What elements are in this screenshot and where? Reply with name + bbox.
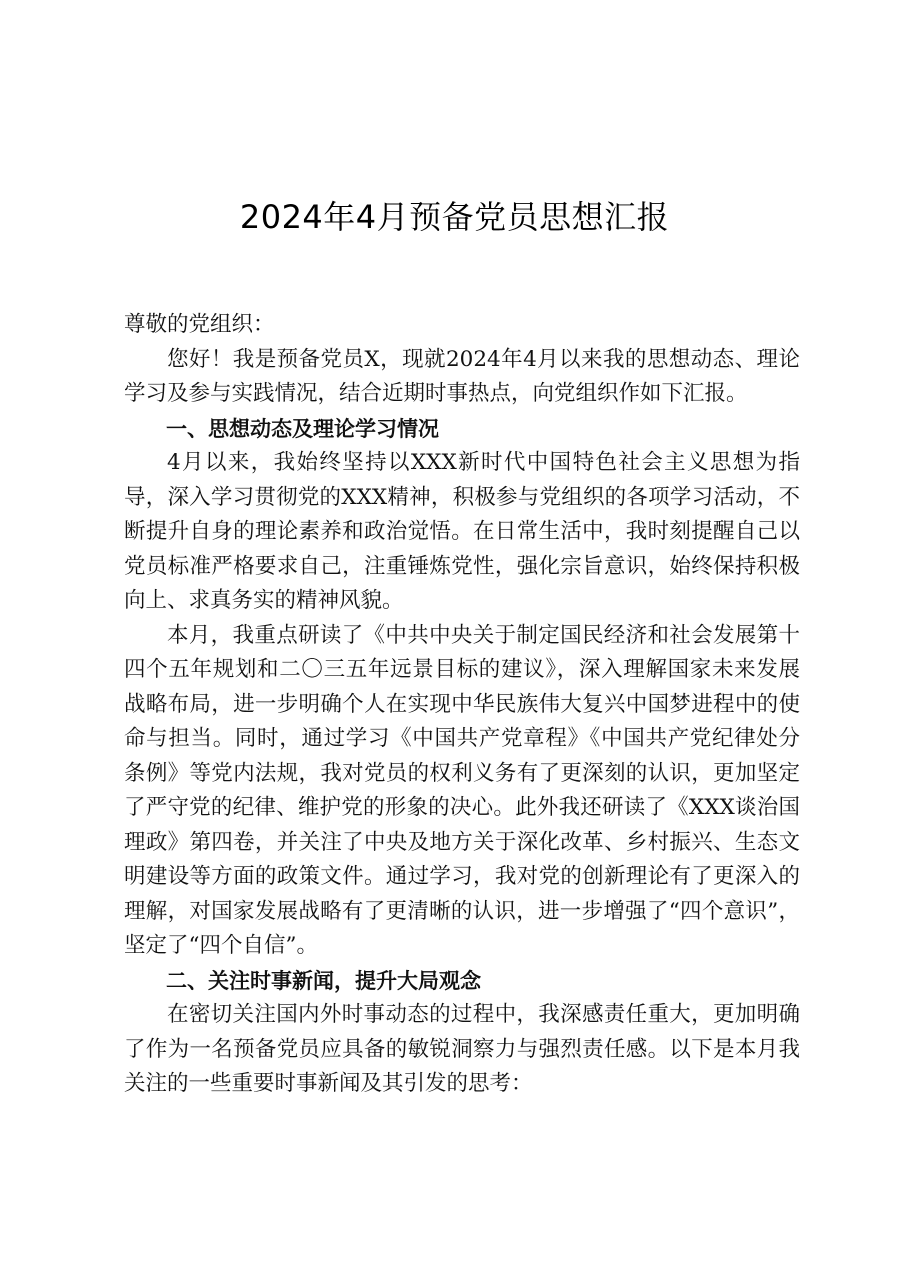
intro-paragraph: 您好！我是预备党员X，现就2024年4月以来我的思想动态、理论学习及参与实践情况，结合近期时事热点，向党组织作如下汇报。 [124,346,800,406]
section2-paragraph-1: 在密切关注国内外时事动态的过程中，我深感责任重大，更加明确了作为一名预备党员应具备的敏锐洞察力与强烈责任感。以下是本月我关注的一些重要时事新闻及其引发的思考： [124,1002,800,1096]
section-heading-1: 一、思想动态及理论学习情况 [166,416,439,441]
section-heading-2: 二、关注时事新闻，提升大局观念 [166,968,481,993]
section1-paragraph-1: 4月以来，我始终坚持以XXX新时代中国特色社会主义思想为指导，深入学习贯彻党的XXX精神，积极参与党组织的各项学习活动，不断提升自身的理论素养和政治觉悟。在日常生活中，我时刻提醒自己以党员标准严格要求自己，注重锤炼党性，强化宗旨意识，始终保持积极向上、求真务实的精神风貌。 [124,450,800,613]
document-title: 2024年4月预备党员思想汇报 [239,198,670,236]
section1-paragraph-2: 本月，我重点研读了《中共中央关于制定国民经济和社会发展第十四个五年规划和二〇三五年远景目标的建议》，深入理解国家未来发展战略布局，进一步明确个人在实现中华民族伟大复兴中国梦进程中的使命与担当。同时，通过学习《中国共产党章程》《中国共产党纪律处分条例》等党内法规，我对党员的权利义务有了更深刻的认识，更加坚定了严守党的纪律、维护党的形象的决心。此外我还研读了《XXX谈治国理政》第四卷，并关注了中央及地方关于深化改革、乡村振兴、生态文明建设等方面的政策文件。通过学习，我对党的创新理论有了更深入的理解，对国家发展战略有了更清晰的认识，进一步增强了“四个意识”，坚定了“四个自信”。 [124,622,800,958]
document-body [124,308,800,1102]
salutation: 尊敬的党组织： [124,312,275,337]
